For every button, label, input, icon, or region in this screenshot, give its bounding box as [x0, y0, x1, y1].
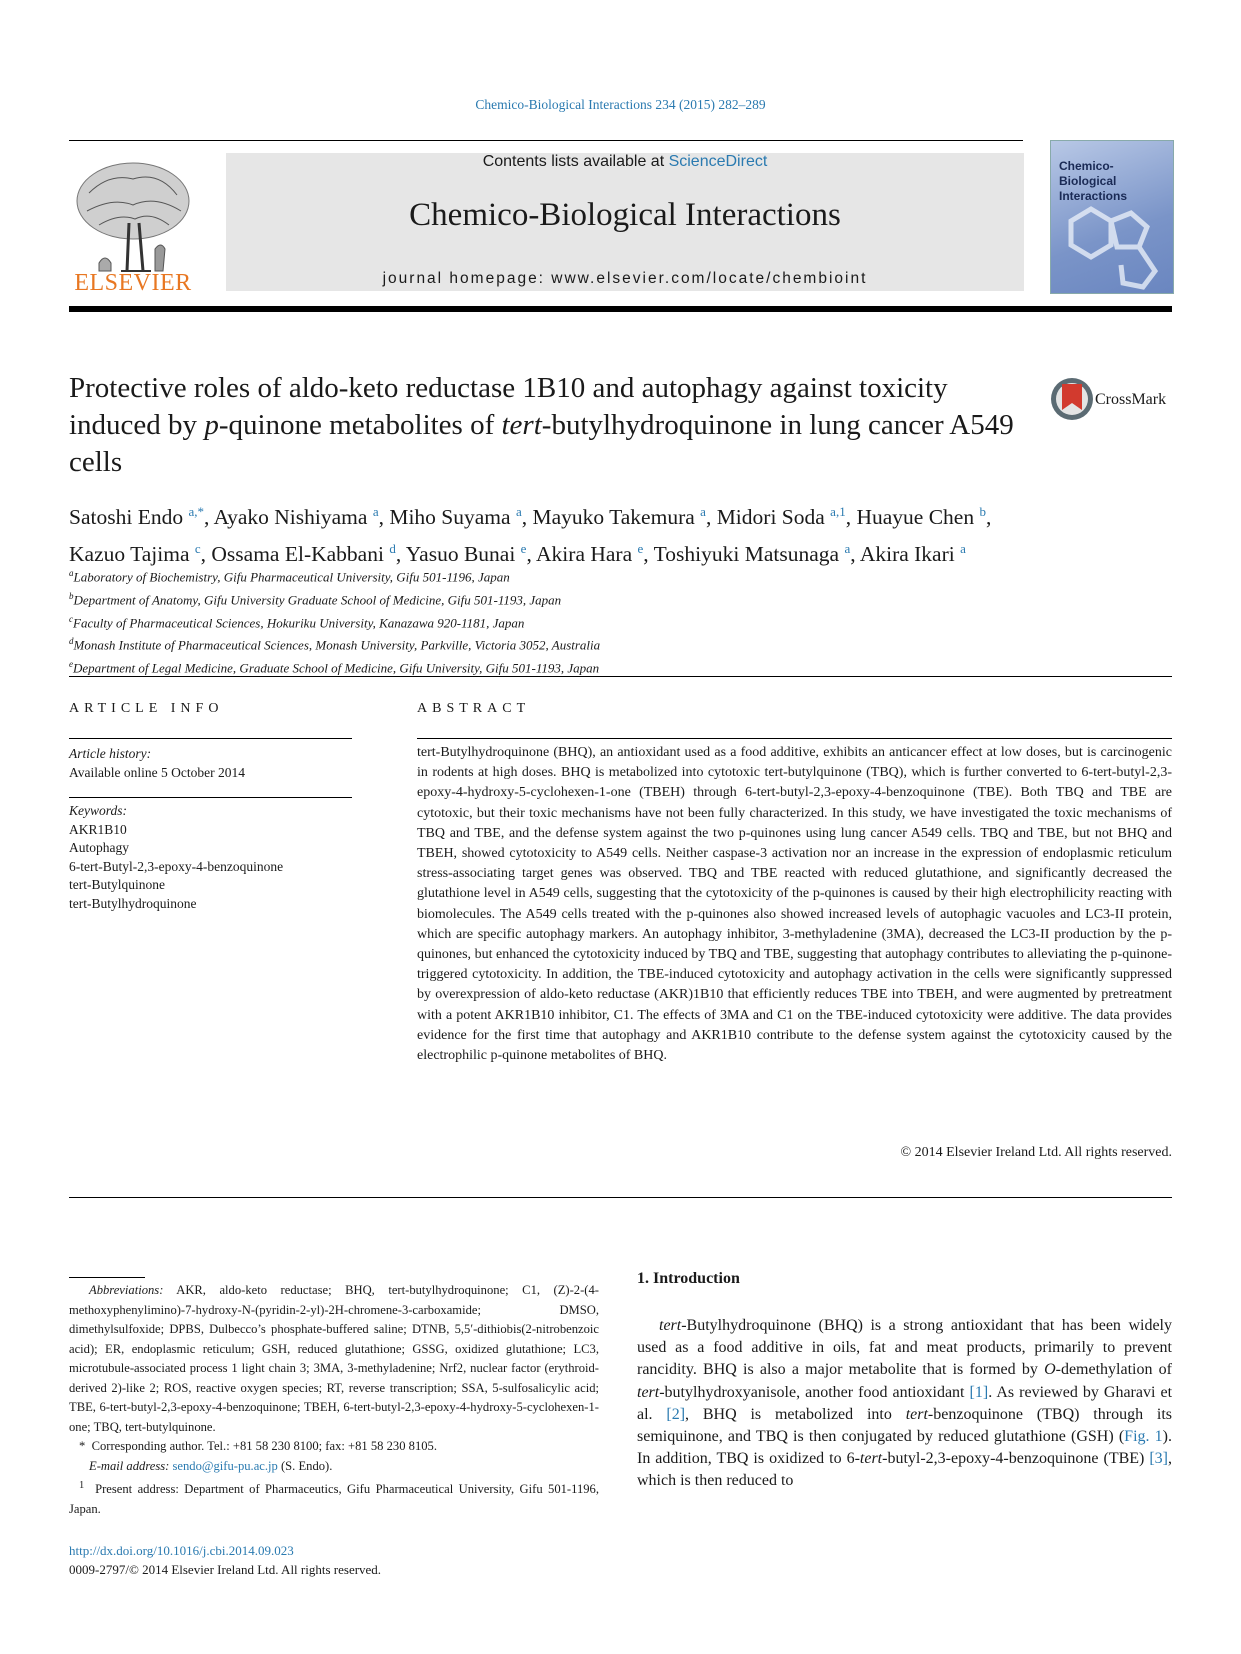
- keyword: tert-Butylhydroquinone: [69, 895, 197, 911]
- affiliations: [69, 564, 869, 678]
- author[interactable]: Miho Suyama $^a$,: [389, 504, 533, 530]
- crossmark-label[interactable]: CrossMark: [1095, 391, 1167, 408]
- keywords: Keywords: AKR1B10 Autophagy 6-tert-Butyl-2,3-epoxy-4-benzoquinone tert-Butylquinone tert-Butylhydroquinone: [69, 802, 283, 913]
- intro-text-segment: -benzoquinone (TBQ) through its semiquinone, and TBQ is then conjugated by reduced glutathione (GSH) (: [637, 1405, 1173, 1446]
- author[interactable]: Satoshi Endo $^{a,*}$,: [69, 504, 214, 530]
- affiliation: $^d$Monash Institute of Pharmaceutical Sciences, Monash University, Parkville, Victoria 3052, Australia: [69, 636, 601, 653]
- intro-text-segment: . As reviewed by Gharavi et al.: [637, 1383, 1173, 1423]
- keyword: Autophagy: [69, 840, 129, 855]
- author[interactable]: Ossama El-Kabbani $^d$,: [211, 541, 406, 567]
- author[interactable]: Ayako Nishiyama $^a$,: [213, 504, 390, 530]
- reference-link[interactable]: [3]: [1149, 1450, 1168, 1468]
- abstract-rule: [417, 738, 1172, 739]
- intro-text-segment: , BHQ is metabolized into: [685, 1405, 906, 1423]
- author-list: [69, 496, 1179, 570]
- keyword: tert-Butylquinone: [69, 877, 165, 892]
- author[interactable]: Kazuo Tajima $^c$,: [69, 541, 212, 567]
- keyword: 6-tert-Butyl-2,3-epoxy-4-benzoquinone: [69, 858, 284, 874]
- article-title: Protective roles of aldo-keto reductase 1B10 and autophagy against toxicity induced by p-quinone metabolites of tert-butylhydroquinone in lung cancer A549 cells: [69, 372, 1014, 478]
- footnotes: [69, 1281, 599, 1519]
- email-footnote: E-mail address: sendo@gifu-pu.ac.jp (S. Endo).: [89, 1458, 333, 1473]
- present-address-footnote: $^1$ Present address: Department of Pharmaceutics, Gifu Pharmaceutical University, Gifu 501-1196, Japan.: [69, 1480, 599, 1516]
- doi-link[interactable]: http://dx.doi.org/10.1016/j.cbi.2014.09.023: [69, 1543, 294, 1558]
- article-info-heading: ARTICLE INFO: [69, 701, 224, 716]
- abstract-copyright: © 2014 Elsevier Ireland Ltd. All rights reserved.: [900, 1145, 1172, 1160]
- introduction-body: [637, 1315, 1172, 1493]
- journal-title: Chemico-Biological Interactions: [409, 197, 841, 233]
- abbreviations-footnote: Abbreviations: AKR, aldo-keto reductase; BHQ, tert-butylhydroquinone; C1, (Z)-2-(4-methoxyphenylimino)-7-hydroxy-N-(pyridin-2-yl)-2H-chromene-3-carboxamide; DMSO, dimethylsulfoxide; DPBS, Dulbecco’s phosphate-buffered saline; DTNB, 5,5′-dithiobis(2-nitrobenzoic acid); ER, endoplasmic reticulum; GSH, reduced glutathione; GSSG, oxidized glutathione; LC3, microtubule-associated process 1 light chain 3; 3MA, 3-methyladenine; Nrf2, nuclear factor (erythroid-derived 2)-like 2; ROS, reactive oxygen species; RT, reverse transcription; SSA, 5-sulfosalicylic acid; TBE, 6-tert-butyl-2,3-epoxy-4-benzoquinone; TBEH, 6-tert-butyl-2,3-epoxy-4-hydroxy-5-cyclohexen-1-one; TBQ, tert-butylquinone.: [69, 1283, 599, 1434]
- header-thick-rule: [69, 306, 1172, 312]
- email-link[interactable]: sendo@gifu-pu.ac.jp: [172, 1458, 278, 1473]
- affiliation: $^b$Department of Anatomy, Gifu University Graduate School of Medicine, Gifu 501-1193, Japan: [69, 590, 562, 608]
- intro-text-segment: -demethylation of: [1055, 1361, 1173, 1379]
- intro-text-segment: tert: [859, 1450, 883, 1468]
- intro-text-segment: , which is then reduced to: [637, 1450, 1172, 1490]
- issn-line: 0009-2797/© 2014 Elsevier Ireland Ltd. All rights reserved.: [69, 1562, 382, 1577]
- introduction-heading: 1. Introduction: [637, 1270, 740, 1287]
- author[interactable]: Yasuo Bunai $^e$,: [405, 541, 537, 567]
- article-info-rule: [69, 797, 352, 798]
- author[interactable]: Mayuko Takemura $^a$,: [532, 504, 717, 530]
- journal-masthead: [226, 153, 1024, 291]
- abstract-heading: ABSTRACT: [417, 701, 531, 716]
- author[interactable]: Akira Hara $^e$,: [536, 541, 654, 567]
- intro-text-segment: tert: [659, 1317, 682, 1334]
- intro-text-segment: O: [1044, 1361, 1056, 1379]
- molecule-illustration: [1051, 191, 1173, 291]
- intro-text-segment: -Butylhydroquinone (BHQ) is a strong antioxidant that has been widely used as a food additive in oils, fat and meat products, primarily to prevent rancidity. BHQ is also a major metabolite that is formed by: [637, 1317, 1172, 1379]
- section-rule: [69, 676, 1172, 677]
- author[interactable]: Toshiyuki Matsunaga $^a$,: [653, 541, 860, 567]
- corresponding-footnote: * Corresponding author. Tel.: +81 58 230 8100; fax: +81 58 230 8105.: [79, 1439, 437, 1453]
- header-rule: [69, 140, 1023, 141]
- footnote-rule: [69, 1277, 145, 1278]
- crossmark-icon[interactable]: [1050, 376, 1094, 424]
- elsevier-wordmark: ELSEVIER: [74, 270, 192, 296]
- affiliation: $^e$Department of Legal Medicine, Graduate School of Medicine, Gifu University, Gifu 501-1193, Japan: [69, 659, 600, 676]
- journal-homepage-link[interactable]: journal homepage: www.elsevier.com/locate/chembioint: [382, 270, 868, 287]
- sciencedirect-link[interactable]: ScienceDirect: [668, 153, 768, 170]
- author[interactable]: Akira Ikari $^a$: [859, 541, 966, 567]
- affiliation: $^c$Faculty of Pharmaceutical Sciences, Hokuriku University, Kanazawa 920-1181, Japan: [69, 613, 525, 630]
- doi-block: [69, 1541, 381, 1579]
- author[interactable]: Midori Soda $^{a,1}$,: [716, 504, 857, 530]
- intro-text-segment: tert: [637, 1383, 660, 1401]
- cover-title: Chemico-Biological Interactions: [1059, 159, 1128, 203]
- journal-cover-thumbnail[interactable]: [1050, 140, 1174, 294]
- section-rule: [69, 1197, 1172, 1198]
- contents-line: [226, 153, 1024, 171]
- intro-text-segment: -butylhydroxyanisole, another food antioxidant: [659, 1383, 970, 1401]
- article-history: Article history: Available online 5 October 2014: [69, 746, 245, 780]
- keyword: AKR1B10: [69, 821, 127, 837]
- affiliation: $^a$Laboratory of Biochemistry, Gifu Pharmaceutical University, Gifu 501-1196, Japan: [69, 568, 510, 585]
- author[interactable]: Huayue Chen $^b$,: [856, 504, 992, 530]
- reference-link[interactable]: [2]: [666, 1405, 686, 1423]
- journal-citation[interactable]: Chemico-Biological Interactions 234 (2015) 282–289: [475, 97, 766, 112]
- reference-link[interactable]: Fig. 1: [1124, 1428, 1163, 1446]
- intro-text-segment: -butyl-2,3-epoxy-4-benzoquinone (TBE): [882, 1450, 1150, 1468]
- article-info-rule: [69, 738, 352, 739]
- reference-link[interactable]: [1]: [969, 1383, 989, 1401]
- abstract-text: tert-Butylhydroquinone (BHQ), an antioxidant used as a food additive, exhibits an anticancer effect at low doses, but is carcinogenic in rodents at high doses. BHQ is metabolized into cytotoxic tert-butylquinone (TBQ), which is further converted to 6-tert-butyl-2,3-epoxy-4-hydroxy-5-cyclohexen-1-one (TBEH) through 6-tert-butyl-2,3-epoxy-4-benzoquinone (TBE). Both TBQ and TBE are cytotoxic, but their toxic mechanisms have not been fully characterized. In this study, we have investigated the toxic mechanisms of TBQ and TBE, and the defense system against the two p-quinones using lung cancer A549 cells. TBQ and TBE, but not BHQ and TBEH, showed cytotoxicity to A549 cells. Neither caspase-3 activation nor an increase in the expression of endoplasmic reticulum stress-associating target genes was observed. TBQ and TBE reacted with reduced glutathione, and significantly decreased the glutathione level in A549 cells, suggesting that the cytotoxicity of the p-quinones is caused by their high electrophilicity reacting with biomolecules. The A549 cells treated with the p-quinones also showed increased levels of autophagic vacuoles and LC3-II protein, which are specific autophagy markers. An autophagy inhibitor, 3-methyladenine (3MA), decreased the LC3-II production by the p-quinones, but enhanced the cytotoxicity induced by TBQ and TBE, suggesting that autophagy contributes to alleviating the p-quinone-triggered cytotoxicity. In addition, the TBE-induced cytotoxicity and autophagy activation in the cells were significantly suppressed by overexpression of aldo-keto reductase (AKR)1B10 that efficiently reduces TBE into TBEH, and were augmented by pretreatment with a potent AKR1B10 inhibitor, C1. The effects of 3MA and C1 on the TBE-induced cytotoxicity were additive. The data provides evidence for the first time that autophagy and AKR1B10 contribute to the defense system against the cytotoxicity caused by the electrophilic p-quinone metabolites of BHQ.: [417, 745, 1172, 1064]
- intro-text-segment: tert: [905, 1405, 928, 1423]
- intro-text-segment: ). In addition, TBQ is oxidized to 6-: [637, 1428, 1172, 1468]
- contents-prefix: Contents lists available at: [482, 153, 669, 170]
